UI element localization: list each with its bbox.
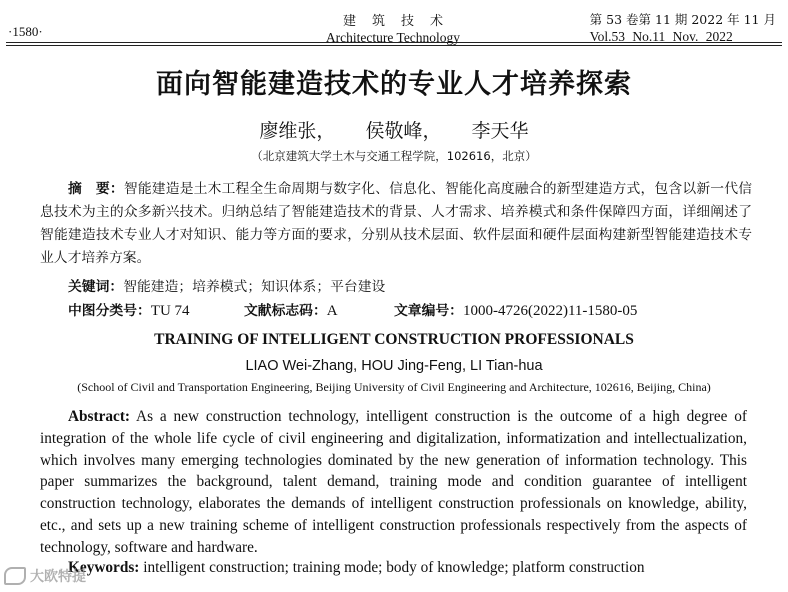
issue-info (590, 10, 776, 45)
abstract-text-en: As a new construction technology, intelligent construction is the outcome of a high degree of integration of the whole life cycle of civil engineering and digitalization, informatization and intellectualization, which involves many emerging technologies dominated by the new generation of information technology. This paper summarizes the background, talent demand, training mode and condition guarantee of intelligent construction technology, elaborates the demands of intelligent construction professionals on knowledge, ability, etc., and sets up a new training scheme of intelligent construction professionals respectively from the aspects of technology, software and hardware. (40, 408, 748, 556)
article-title-en: TRAINING OF INTELLIGENT CONSTRUCTION PROFESSIONALS (154, 331, 634, 348)
classification-line (68, 299, 768, 320)
journal-name-en: Architecture Technology (325, 30, 461, 45)
header-rule-bottom (6, 45, 782, 46)
page-number: ·1580· (8, 24, 43, 39)
author-cn: 廖维张， (259, 120, 336, 142)
doc-code-label: 文献标志码： (244, 303, 327, 319)
keywords-label-cn: 关键词： (68, 279, 124, 295)
journal-name (318, 10, 468, 46)
author-cn: 李天华 (471, 120, 529, 142)
affiliation-en: (School of Civil and Transportation Engineering, Beijing University of Civil Engineering and Architecture, 102616, Beijing, China) (77, 380, 711, 394)
header-rule-top (6, 42, 782, 43)
keywords-text-cn: 智能建造；培养模式；知识体系；平台建设 (123, 279, 386, 295)
keywords-label-en: Keywords: (68, 559, 140, 576)
abstract-label-cn: 摘 要： (68, 181, 124, 197)
article-number-label: 文章编号： (394, 303, 463, 319)
author-cn: 侯敬峰， (365, 120, 442, 142)
authors-en: LIAO Wei-Zhang, HOU Jing-Feng, LI Tian-hua (245, 358, 543, 374)
watermark (4, 566, 86, 586)
doc-code-value: A (326, 303, 338, 319)
affiliation-cn: （北京建筑大学土木与交通工程学院，102616，北京） (251, 149, 537, 163)
abstract-label-en: Abstract: (68, 408, 131, 425)
logo-icon (4, 567, 26, 585)
article-title-cn: 面向智能建造技术的专业人才培养探索 (156, 69, 632, 100)
abstract-en (40, 406, 747, 559)
issue-info-en: Vol.53 No.11 Nov. 2022 (589, 29, 733, 44)
watermark-text: 大欧特提 (30, 569, 86, 585)
issue-info-cn: 第 53 卷第 11 期 2022 年 11 月 (589, 12, 776, 27)
keywords-cn (68, 275, 385, 295)
journal-name-cn: 建筑技术 (342, 14, 459, 29)
abstract-cn (40, 178, 752, 270)
authors-cn (0, 116, 788, 143)
article-number-value: 1000-4726(2022)11-1580-05 (462, 303, 638, 319)
keywords-text-en: intelligent construction; training mode; body of knowledge; platform construction (143, 559, 645, 576)
keywords-en (68, 559, 645, 577)
clc-label: 中图分类号： (68, 303, 151, 319)
abstract-text-cn: 智能建造是土木工程全生命周期与数字化、信息化、智能化高度融合的新型建造方式，包含以新一代信息技术为主的众多新兴技术。归纳总结了智能建造技术的背景、人才需求、培养模式和条件保障四方面，详细阐述了智能建造技术专业人才对知识、能力等方面的要求，分别从技术层面、软件层面和硬件层面构建新型智能建造技术专业人才培养方案。 (40, 181, 753, 266)
clc-value: TU 74 (150, 303, 190, 319)
